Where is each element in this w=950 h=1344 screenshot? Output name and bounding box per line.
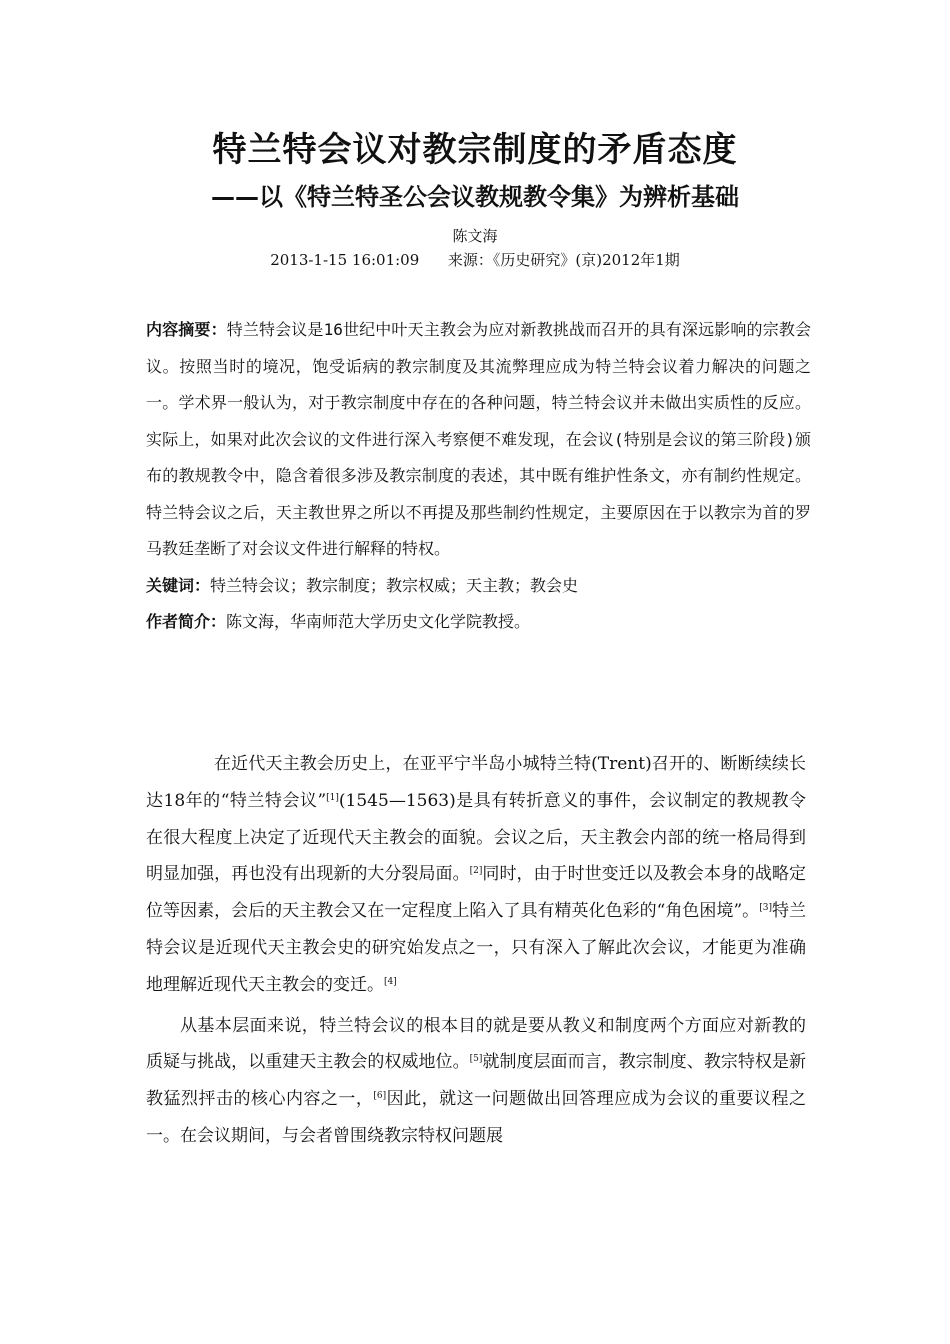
body-paragraph-2 — [146, 1008, 806, 1155]
body-text-segment: 同时，由于时世变迁以及教会本身的战略定位等因素，会后的天主教会又在一定程度上陷入了具有精英化色彩的“角色困境”。 — [146, 864, 806, 922]
footnote-ref-2[interactable]: [2] — [469, 866, 483, 877]
page-title: 特兰特会议对教宗制度的矛盾态度 — [212, 130, 738, 170]
article-body — [146, 746, 806, 1159]
page-subtitle: ——以《特兰特圣公会议教规教令集》为辨析基础 — [211, 183, 739, 211]
footnote-ref-4[interactable]: [4] — [384, 976, 397, 987]
abstract-block — [146, 312, 811, 641]
footnote-ref-1[interactable]: [1] — [326, 792, 339, 803]
publish-datetime: 2013-1-15 16:01:09 — [270, 251, 420, 269]
author-intro — [146, 604, 811, 641]
body-text-segment: 就制度层面而言，教宗制度、教宗特权是新教猛烈抨击的核心内容之一， — [146, 1052, 806, 1110]
body-paragraph-1 — [146, 746, 806, 1004]
author-intro-text: 陈文海，华南师范大学历史文化学院教授。 — [226, 612, 531, 631]
body-text-segment: 在近代天主教会历史上，在亚平宁半岛小城特兰特(Trent)召开的、断断续续长达18年的“特兰特会议” — [146, 754, 806, 811]
body-text-segment: 特兰特会议是近现代天主教会史的研究始发点之一，只有深入了解此次会议，才能更为准确地理解近现代天主教会的变迁。 — [146, 901, 806, 995]
footnote-ref-5[interactable]: [5] — [469, 1054, 483, 1065]
body-text-segment: 因此，就这一问题做出回答理应成为会议的重要议程之一。在会议期间，与会者曾围绕教宗特权问题展 — [146, 1089, 807, 1146]
keywords-label: 关键词： — [146, 575, 211, 595]
keywords-text: 特兰特会议；教宗制度；教宗权威；天主教；教会史 — [210, 575, 579, 595]
keywords — [146, 568, 811, 605]
body-text-segment: 从基本层面来说，特兰特会议的根本目的就是要从教义和制度两个方面应对新教的质疑与挑战，以重建天主教会的权威地位。 — [146, 1015, 806, 1073]
author-intro-label: 作者简介： — [146, 612, 227, 631]
publication-meta — [0, 250, 950, 270]
body-text-segment: (1545—1563)是具有转折意义的事件，会议制定的教规教令在很大程度上决定了近现代天主教会的面貌。会议之后，天主教会内部的统一格局得到明显加强，再也没有出现新的大分裂局面。 — [146, 790, 807, 885]
footnote-ref-6[interactable]: [6] — [373, 1091, 387, 1102]
abstract-label: 内容摘要： — [146, 320, 227, 339]
publication-source: 来源：《历史研究》(京)2012年1期 — [447, 251, 680, 269]
abstract — [146, 312, 811, 568]
author-name: 陈文海 — [452, 227, 498, 245]
footnote-ref-3[interactable]: [3] — [759, 903, 772, 914]
abstract-text: 特兰特会议是16世纪中叶天主教会为应对新教挑战而召开的具有深远影响的宗教会议。按照当时的境况，饱受诟病的教宗制度及其流弊理应成为特兰特会议着力解决的问题之一。学术界一般认为，对于教宗制度中存在的各种问题，特兰特会议并未做出实质性的反应。实际上，如果对此次会议的文件进行深入考察便不难发现，在会议(特别是会议的第三阶段)颁布的教规教令中，隐含着很多涉及教宗制度的表述，其中既有维护性条文，亦有制约性规定。特兰特会议之后，天主教世界之所以不再提及那些制约性规定，主要原因在于以教宗为首的罗马教廷垄断了对会议文件进行解释的特权。 — [146, 320, 811, 558]
